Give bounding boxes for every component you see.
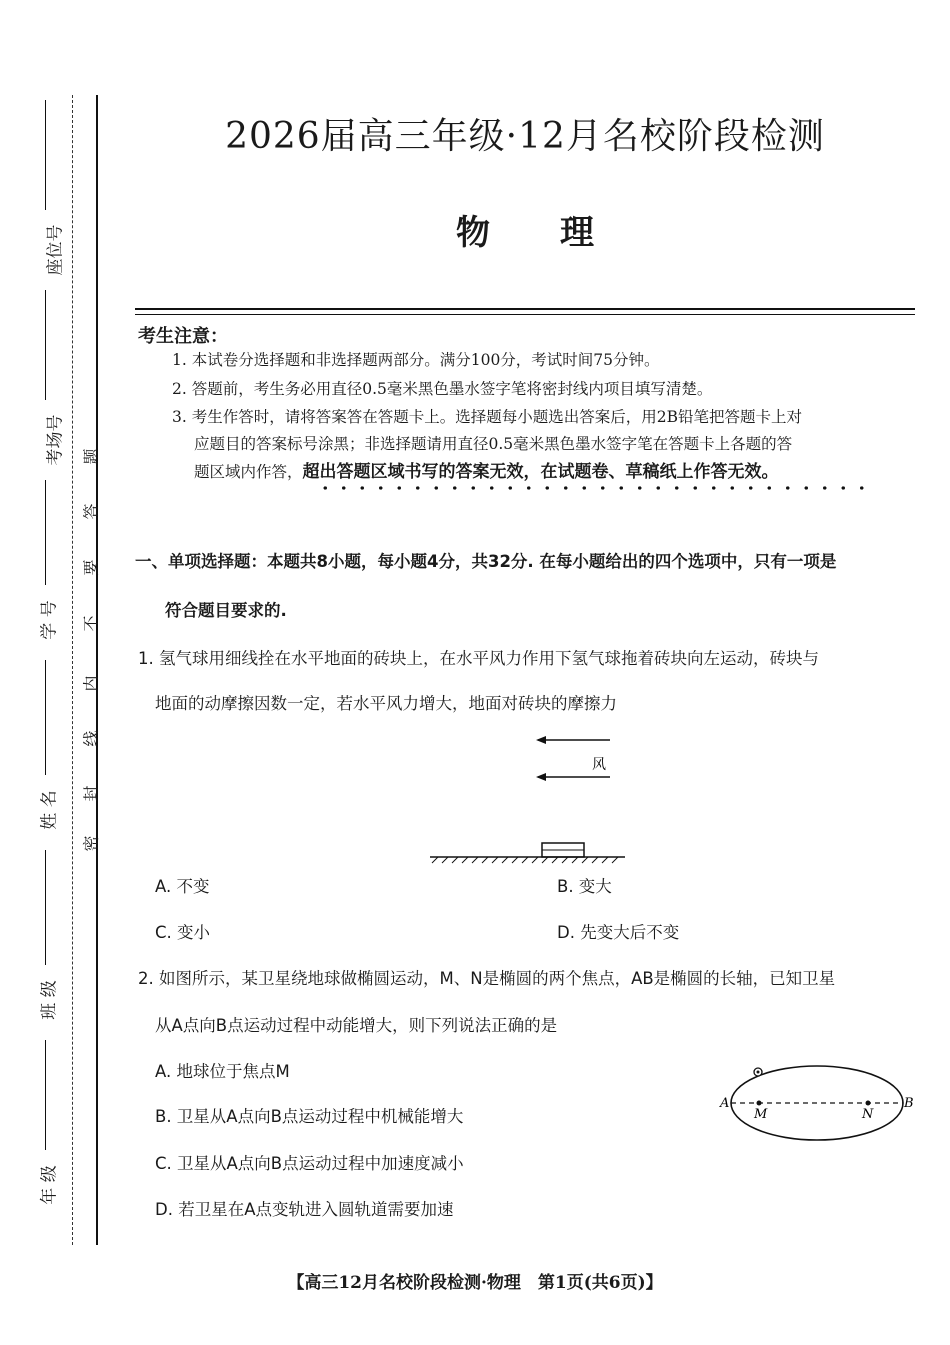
point-b-label: B [904, 1096, 914, 1111]
page-footer: 【高三12月名校阶段检测·物理 第1页(共6页)】 [287, 1273, 663, 1293]
class-label: 班 级 [39, 980, 60, 1020]
focus-m-dot [757, 1101, 762, 1106]
notice-title: 考生注意： [138, 326, 228, 347]
subject-title [140, 205, 910, 254]
notice-item: 3. 考生作答时，请将答案答在答题卡上。选择题每小题选出答案后，用2B铅笔把答题卡上对 [172, 408, 802, 426]
notice-item: 1. 本试卷分选择题和非选择题两部分。满分100分，考试时间75分钟。 [172, 351, 660, 369]
wind-diagram [420, 725, 640, 865]
student-no-label: 学 号 [39, 600, 60, 640]
option-a: A. 地球位于焦点M [155, 1062, 290, 1081]
question-2-stem: 2. 如图所示，某卫星绕地球做椭圆运动，M、N是椭圆的两个焦点，AB是椭圆的长轴，已知卫星 [138, 969, 836, 988]
seal-char: 线 [81, 730, 101, 747]
ellipse-orbit-diagram [712, 1060, 922, 1150]
option-c: C. 卫星从A点向B点运动过程中加速度减小 [155, 1154, 464, 1173]
option-d: D. 先变大后不变 [557, 923, 680, 942]
option-b: B. 变大 [557, 877, 612, 896]
seal-char: 题 [81, 448, 101, 465]
seat-blank [45, 100, 46, 210]
option-a: A. 不变 [155, 877, 210, 896]
room-blank [45, 290, 46, 400]
option-b: B. 卫星从A点向B点运动过程中机械能增大 [155, 1107, 464, 1126]
wind-arrowhead [536, 773, 546, 781]
grade-blank [45, 1040, 46, 1150]
subject-char: 理 [560, 213, 594, 253]
option-c: C. 变小 [155, 923, 211, 942]
point-m-label: M [754, 1107, 768, 1122]
point-n-label: N [862, 1107, 874, 1122]
header-rule [135, 308, 915, 310]
notice-text: 题区域内作答， [194, 463, 303, 481]
notice-item: 2. 答题前，考生务必用直径0.5毫米黑色墨水签字笔将密封线内项目填写清楚。 [172, 380, 713, 398]
question-1-stem: 1. 氢气球用细线拴在水平地面的砖块上，在水平风力作用下氢气球拖着砖块向左运动，砖块与 [138, 649, 819, 668]
question-2-stem-cont: 从A点向B点运动过程中动能增大，则下列说法正确的是 [155, 1016, 558, 1035]
question-1-stem-cont: 地面的动摩擦因数一定，若水平风力增大，地面对砖块的摩擦力 [155, 694, 617, 713]
option-d: D. 若卫星在A点变轨进入圆轨道需要加速 [155, 1200, 454, 1219]
ground-hatch [432, 857, 618, 863]
seal-char: 密 [81, 835, 101, 852]
name-blank [45, 660, 46, 775]
notice-emphasis: 超出答题区域书写的答案无效，在试题卷、草稿纸上作答无效。 [302, 462, 779, 482]
seat-label: 座位号 [45, 224, 66, 276]
emphasis-dots [316, 485, 876, 491]
class-blank [45, 850, 46, 965]
section-heading-cont: 符合题目要求的. [165, 601, 287, 620]
exam-title: 2026届高三年级·12月名校阶段检测 [225, 116, 825, 157]
seal-char: 封 [81, 785, 101, 802]
seal-char: 答 [81, 503, 101, 520]
satellite-core [757, 1071, 760, 1074]
grade-label: 年 级 [39, 1165, 60, 1205]
focus-n-dot [866, 1101, 871, 1106]
room-label: 考场号 [45, 414, 66, 466]
notice-item-cont [194, 460, 779, 484]
seal-char: 要 [81, 559, 101, 576]
subject-char: 物 [456, 213, 490, 253]
wind-label: 风 [592, 757, 606, 773]
header-rule [135, 314, 915, 315]
section-heading: 一、单项选择题：本题共8小题，每小题4分，共32分. 在每小题给出的四个选项中，只有一项是 [135, 552, 837, 571]
wind-arrowhead [536, 736, 546, 744]
binding-line [96, 95, 98, 1245]
point-a-label: A [720, 1096, 730, 1111]
student-no-blank [45, 480, 46, 585]
seal-char: 内 [81, 675, 101, 692]
seal-char: 不 [81, 615, 101, 632]
name-label: 姓 名 [39, 790, 60, 830]
notice-item-cont: 应题目的答案标号涂黑；非选择题请用直径0.5毫米黑色墨水签字笔在答题卡上各题的答 [194, 435, 793, 453]
